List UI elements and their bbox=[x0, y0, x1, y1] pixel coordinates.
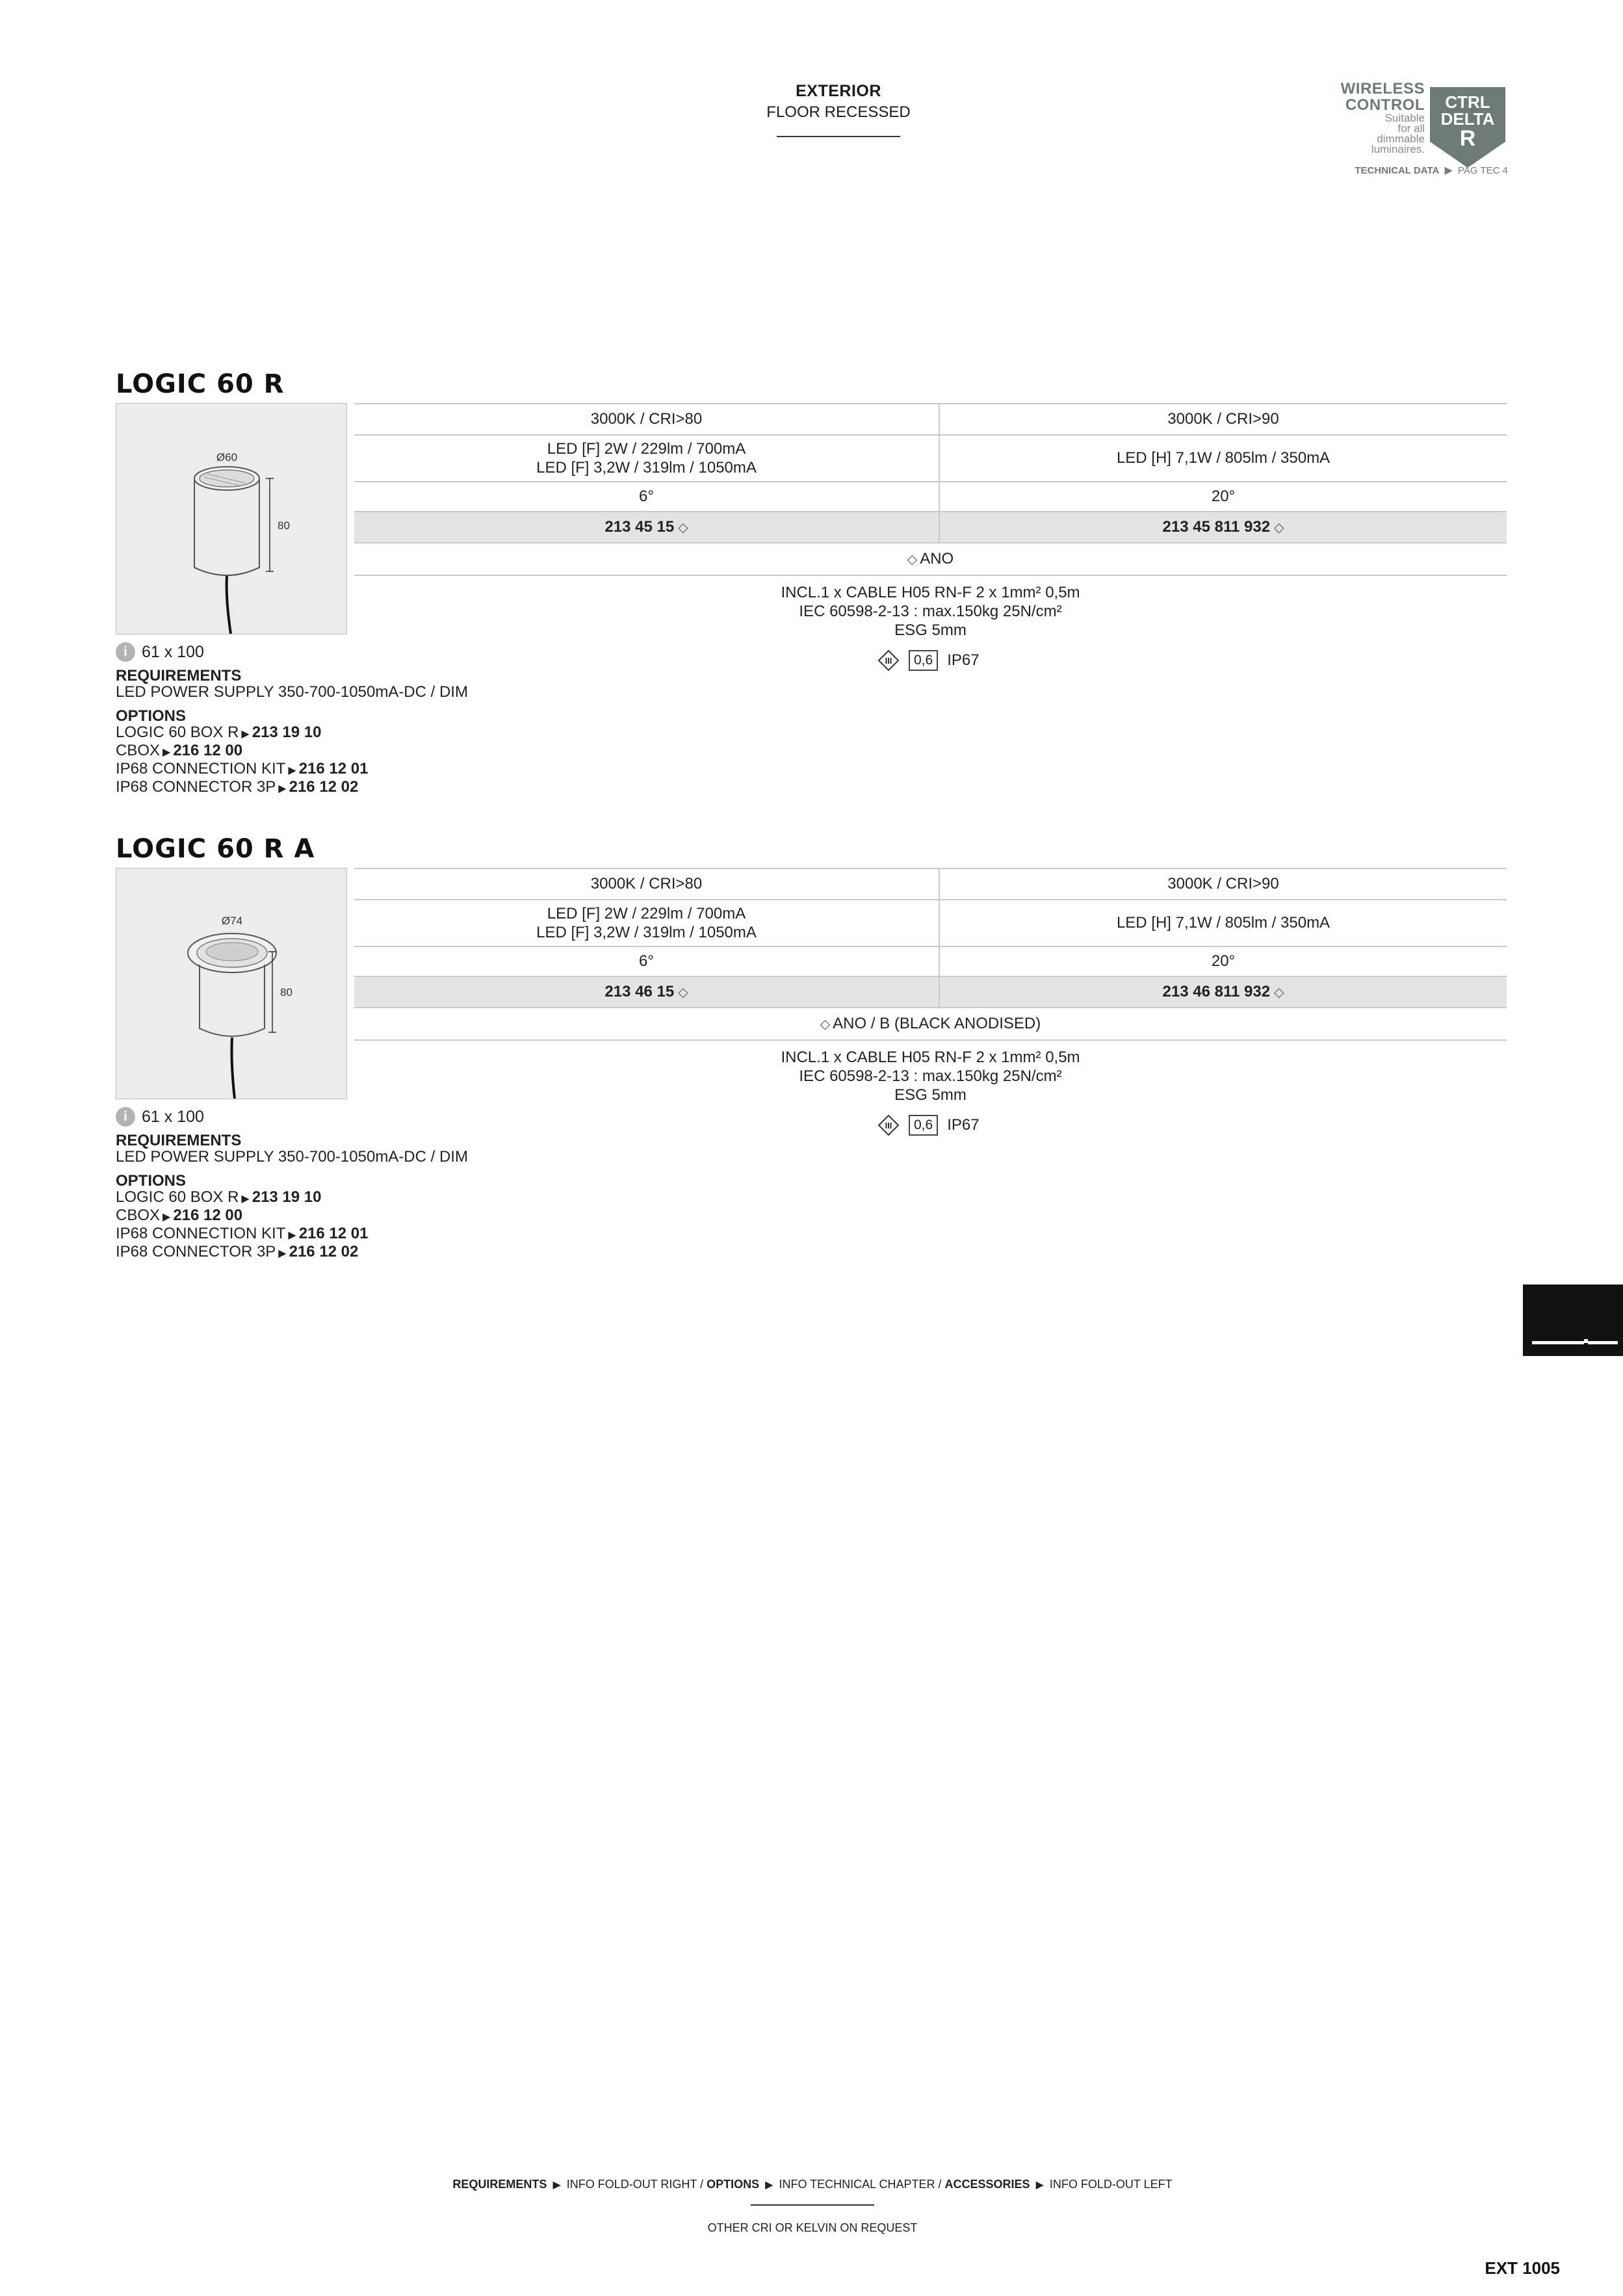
diamond-icon: ◇ bbox=[907, 553, 918, 567]
cable-info: INCL.1 x CABLE H05 RN-F 2 x 1mm² 0,5m bbox=[781, 584, 1080, 601]
section-tab[interactable] bbox=[1523, 1285, 1623, 1356]
badge-r: R bbox=[1459, 126, 1476, 151]
page-number: EXT 1005 bbox=[1485, 2258, 1560, 2278]
installation-info bbox=[354, 1048, 1507, 1104]
wireless-note-4: luminaires. bbox=[1371, 143, 1425, 155]
control-label: CONTROL bbox=[1345, 96, 1425, 114]
led-line-2: LED [F] 3,2W / 319lm / 1050mA bbox=[536, 459, 757, 476]
option-item[interactable] bbox=[116, 724, 468, 742]
arrow-right-icon: ▶ bbox=[552, 2180, 561, 2191]
diameter-label: Ø74 bbox=[221, 915, 243, 927]
spec-table bbox=[354, 868, 1507, 1041]
temp-cell-1: 3000K / CRI>80 bbox=[354, 868, 939, 900]
wireless-label: WIRELESS bbox=[1340, 80, 1425, 98]
badge-ctrl: CTRL bbox=[1445, 92, 1490, 112]
product-code: 213 46 811 932 bbox=[1162, 983, 1271, 1000]
product-code: 213 46 15 bbox=[604, 983, 675, 1000]
option-code: 216 12 00 bbox=[173, 1207, 243, 1224]
class-iii-icon bbox=[877, 1114, 900, 1136]
footer-options-text: INFO TECHNICAL CHAPTER / bbox=[779, 2178, 942, 2191]
footer-requirements-label: REQUIREMENTS bbox=[452, 2178, 547, 2191]
option-code: 216 12 02 bbox=[289, 1243, 359, 1260]
arrow-right-icon: ▶ bbox=[765, 2180, 773, 2191]
option-label: IP68 CONNECTION KIT bbox=[116, 1225, 286, 1242]
code-cell-2 bbox=[939, 976, 1507, 1008]
arrow-right-icon: ▶ bbox=[288, 1230, 296, 1241]
ip-rating: IP67 bbox=[947, 1116, 980, 1134]
led-line-1: LED [F] 2W / 229lm / 700mA bbox=[547, 440, 746, 458]
class-iii-icon bbox=[877, 649, 900, 672]
footer-accessories-text: INFO FOLD-OUT LEFT bbox=[1049, 2178, 1173, 2191]
led-cell-1 bbox=[354, 435, 939, 482]
height-label: 80 bbox=[278, 519, 290, 532]
product-code: 213 45 811 932 bbox=[1162, 518, 1271, 536]
category-header bbox=[702, 82, 975, 137]
technical-data-link[interactable] bbox=[1313, 164, 1508, 177]
option-code: 216 12 01 bbox=[298, 1225, 369, 1242]
technical-data-label: TECHNICAL DATA bbox=[1355, 165, 1440, 176]
table-row bbox=[354, 976, 1507, 1008]
diameter-label: Ø60 bbox=[216, 451, 238, 463]
diamond-icon: ◇ bbox=[1274, 521, 1284, 535]
footer-divider bbox=[751, 2204, 874, 2206]
diamond-icon: ◇ bbox=[820, 1017, 831, 1032]
led-line-2: LED [F] 3,2W / 319lm / 1050mA bbox=[536, 924, 757, 941]
temp-cell-1: 3000K / CRI>80 bbox=[354, 404, 939, 435]
footer-requirements-text: INFO FOLD-OUT RIGHT / bbox=[566, 2178, 704, 2191]
table-row bbox=[354, 946, 1507, 976]
option-item[interactable] bbox=[116, 1207, 468, 1225]
requirements-title: REQUIREMENTS bbox=[116, 1132, 242, 1149]
code-cell-2 bbox=[939, 512, 1507, 543]
finish-cell bbox=[354, 543, 1507, 575]
table-row bbox=[354, 1008, 1507, 1040]
info-icon: i bbox=[116, 642, 135, 662]
tab-mark bbox=[1588, 1341, 1618, 1344]
arrow-right-icon: ▶ bbox=[162, 747, 171, 758]
distance-badge: 0,6 bbox=[909, 1115, 938, 1136]
table-row bbox=[354, 868, 1507, 900]
class-mark-label: III bbox=[885, 656, 892, 666]
option-label: LOGIC 60 BOX R bbox=[116, 1188, 239, 1206]
footer bbox=[325, 2178, 1300, 2235]
diamond-icon: ◇ bbox=[678, 521, 688, 535]
diamond-icon: ◇ bbox=[678, 985, 688, 1000]
ctrl-delta-shield-icon bbox=[1429, 86, 1507, 169]
table-row bbox=[354, 900, 1507, 946]
option-label: IP68 CONNECTION KIT bbox=[116, 760, 286, 777]
category-subtitle: FLOOR RECESSED bbox=[766, 103, 911, 121]
table-row bbox=[354, 512, 1507, 543]
glass-info: ESG 5mm bbox=[894, 1086, 967, 1104]
option-item[interactable] bbox=[116, 779, 468, 797]
product-drawing bbox=[116, 868, 347, 1099]
info-icon: i bbox=[116, 1107, 135, 1127]
finish-label: ANO bbox=[920, 550, 954, 567]
certification-marks bbox=[877, 1114, 980, 1136]
option-item[interactable] bbox=[116, 1189, 468, 1207]
footer-note: OTHER CRI OR KELVIN ON REQUEST bbox=[707, 2221, 918, 2234]
dimensions bbox=[116, 642, 204, 662]
glass-info: ESG 5mm bbox=[894, 621, 967, 639]
arrow-right-icon: ▶ bbox=[1035, 2180, 1044, 2191]
led-cell-1 bbox=[354, 900, 939, 946]
temp-cell-2: 3000K / CRI>90 bbox=[939, 868, 1507, 900]
cable-info: INCL.1 x CABLE H05 RN-F 2 x 1mm² 0,5m bbox=[781, 1049, 1080, 1066]
height-label: 80 bbox=[280, 986, 292, 998]
product-title: LOGIC 60 R A bbox=[116, 834, 315, 864]
dimensions-value: 61 x 100 bbox=[142, 642, 204, 661]
option-label: LOGIC 60 BOX R bbox=[116, 724, 239, 741]
installation-info bbox=[354, 583, 1507, 640]
table-row bbox=[354, 482, 1507, 512]
iec-info: IEC 60598-2-13 : max.150kg 25N/cm² bbox=[799, 1067, 1062, 1085]
category-title: EXTERIOR bbox=[796, 82, 881, 100]
temp-cell-2: 3000K / CRI>90 bbox=[939, 404, 1507, 435]
technical-data-ref: PAG TEC 4 bbox=[1458, 165, 1508, 176]
table-row bbox=[354, 543, 1507, 575]
class-mark-label: III bbox=[885, 1121, 892, 1130]
finish-cell bbox=[354, 1008, 1507, 1040]
options-title: OPTIONS bbox=[116, 1172, 187, 1190]
arrow-right-icon: ▶ bbox=[278, 783, 287, 794]
option-label: CBOX bbox=[116, 1207, 161, 1224]
angle-cell-2: 20° bbox=[939, 482, 1507, 512]
footer-accessories-label: ACCESSORIES bbox=[944, 2178, 1030, 2191]
option-item[interactable] bbox=[116, 1225, 468, 1244]
certification-marks bbox=[877, 649, 980, 672]
luminaire-drawing-icon bbox=[116, 404, 346, 634]
option-item[interactable] bbox=[116, 1244, 468, 1262]
product-drawing bbox=[116, 403, 347, 634]
requirements-text: LED POWER SUPPLY 350-700-1050mA-DC / DIM bbox=[116, 1148, 468, 1166]
arrow-right-icon: ▶ bbox=[241, 1194, 250, 1205]
option-code: 216 12 01 bbox=[298, 760, 369, 777]
badge-delta: DELTA bbox=[1440, 109, 1495, 129]
requirements-block bbox=[116, 668, 468, 797]
option-label: IP68 CONNECTOR 3P bbox=[116, 1243, 276, 1260]
spec-table bbox=[354, 403, 1507, 576]
option-code: 213 19 10 bbox=[252, 724, 322, 741]
led-cell-2: LED [H] 7,1W / 805lm / 350mA bbox=[939, 435, 1507, 482]
angle-cell-1: 6° bbox=[354, 482, 939, 512]
table-row bbox=[354, 435, 1507, 482]
options-title: OPTIONS bbox=[116, 707, 187, 725]
option-code: 216 12 02 bbox=[289, 778, 359, 796]
option-item[interactable] bbox=[116, 761, 468, 779]
arrow-right-icon: ▶ bbox=[241, 729, 250, 740]
arrow-right-icon: ▶ bbox=[1444, 165, 1453, 176]
requirements-title: REQUIREMENTS bbox=[116, 667, 242, 685]
code-cell-1 bbox=[354, 512, 939, 543]
option-label: CBOX bbox=[116, 742, 161, 759]
diamond-icon: ◇ bbox=[1274, 985, 1284, 1000]
option-code: 213 19 10 bbox=[252, 1188, 322, 1206]
dimensions-value: 61 x 100 bbox=[142, 1107, 204, 1126]
wireless-control-badge bbox=[1313, 81, 1508, 185]
ip-rating: IP67 bbox=[947, 651, 980, 669]
arrow-right-icon: ▶ bbox=[288, 765, 296, 776]
luminaire-drawing-icon bbox=[116, 868, 346, 1099]
wireless-note-1: Suitable bbox=[1384, 112, 1425, 124]
arrow-right-icon: ▶ bbox=[162, 1212, 171, 1223]
footer-legend bbox=[325, 2178, 1300, 2191]
led-line-1: LED [F] 2W / 229lm / 700mA bbox=[547, 905, 746, 922]
requirements-text: LED POWER SUPPLY 350-700-1050mA-DC / DIM bbox=[116, 683, 468, 701]
header-divider bbox=[777, 136, 900, 137]
footer-options-label: OPTIONS bbox=[707, 2178, 760, 2191]
dimensions bbox=[116, 1107, 204, 1127]
product-code: 213 45 15 bbox=[604, 518, 675, 536]
table-row bbox=[354, 404, 1507, 435]
led-cell-2: LED [H] 7,1W / 805lm / 350mA bbox=[939, 900, 1507, 946]
option-code: 216 12 00 bbox=[173, 742, 243, 759]
option-item[interactable] bbox=[116, 742, 468, 761]
option-label: IP68 CONNECTOR 3P bbox=[116, 778, 276, 796]
code-cell-1 bbox=[354, 976, 939, 1008]
angle-cell-2: 20° bbox=[939, 946, 1507, 976]
wireless-note-2: for all bbox=[1397, 122, 1425, 135]
distance-badge: 0,6 bbox=[909, 650, 938, 671]
finish-label: ANO / B (BLACK ANODISED) bbox=[833, 1015, 1041, 1032]
product-title: LOGIC 60 R bbox=[116, 369, 285, 399]
iec-info: IEC 60598-2-13 : max.150kg 25N/cm² bbox=[799, 603, 1062, 620]
arrow-right-icon: ▶ bbox=[278, 1248, 287, 1259]
wireless-note-3: dimmable bbox=[1377, 133, 1425, 145]
tab-mark bbox=[1532, 1341, 1584, 1344]
requirements-block bbox=[116, 1132, 468, 1262]
angle-cell-1: 6° bbox=[354, 946, 939, 976]
